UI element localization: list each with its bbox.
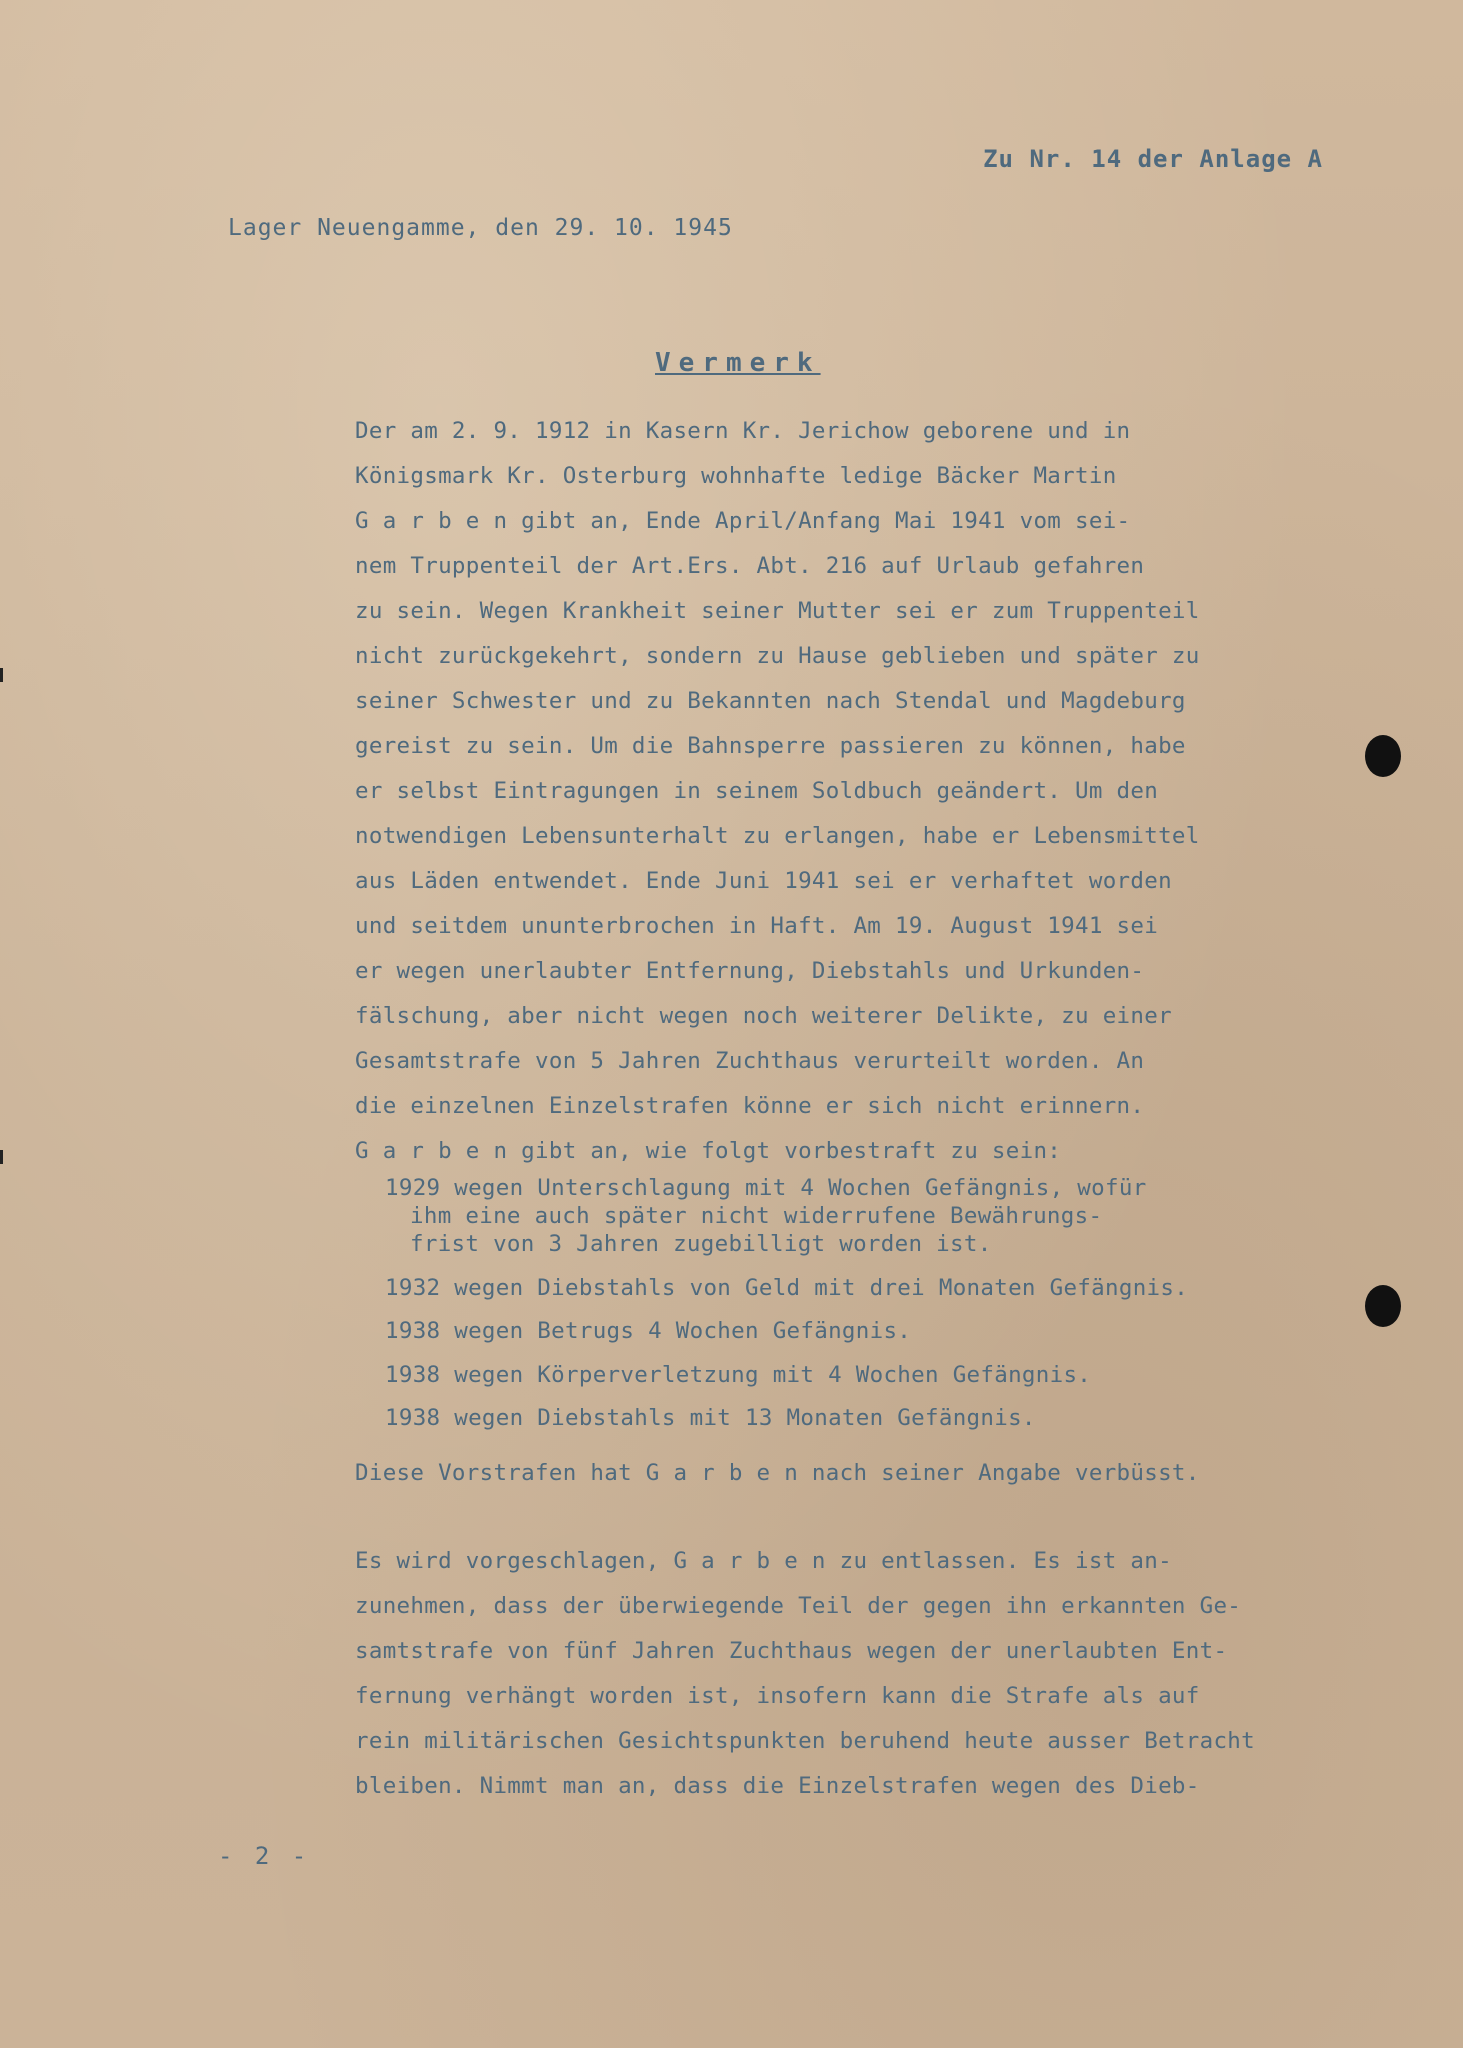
summary-line: Diese Vorstrafen hat G a r b e n nach seiner Angabe verbüsst. [355, 1460, 1200, 1486]
body-line: nem Truppenteil der Art.Ers. Abt. 216 auf Urlaub gefahren [355, 553, 1145, 579]
closing-line: fernung verhängt worden ist, insofern kann die Strafe als auf [355, 1683, 1200, 1709]
closing-line: rein militärischen Gesichtspunkten beruhend heute ausser Betracht [355, 1728, 1255, 1754]
body-line: G a r b e n gibt an, wie folgt vorbestraft zu sein: [355, 1138, 1062, 1164]
punch-hole-bottom [1365, 1285, 1401, 1327]
place-date-line: Lager Neuengamme, den 29. 10. 1945 [228, 215, 733, 241]
body-line: er wegen unerlaubter Entfernung, Diebstahls und Urkunden- [355, 958, 1145, 984]
body-line: nicht zurückgekehrt, sondern zu Hause geblieben und später zu [355, 643, 1200, 669]
body-line: G a r b e n gibt an, Ende April/Anfang Mai 1941 vom sei- [355, 508, 1131, 534]
closing-line: Es wird vorgeschlagen, G a r b e n zu entlassen. Es ist an- [355, 1548, 1172, 1574]
conviction-line: 1938 wegen Betrugs 4 Wochen Gefängnis. [385, 1318, 912, 1344]
closing-line: bleiben. Nimmt man an, dass die Einzelstrafen wegen des Dieb- [355, 1773, 1200, 1799]
body-line: gereist zu sein. Um die Bahnsperre passieren zu können, habe [355, 733, 1186, 759]
conviction-line: 1938 wegen Körperverletzung mit 4 Wochen Gefängnis. [385, 1362, 1092, 1388]
punch-hole-top [1365, 735, 1401, 777]
body-line: fälschung, aber nicht wegen noch weiterer Delikte, zu einer [355, 1003, 1172, 1029]
edge-mark [0, 668, 3, 682]
body-line: zu sein. Wegen Krankheit seiner Mutter sei er zum Truppenteil [355, 598, 1200, 624]
body-line: er selbst Eintragungen in seinem Soldbuch geändert. Um den [355, 778, 1159, 804]
body-line: und seitdem ununterbrochen in Haft. Am 19. August 1941 sei [355, 913, 1159, 939]
document-heading: Vermerk [655, 348, 821, 378]
body-line: Der am 2. 9. 1912 in Kasern Kr. Jerichow geborene und in [355, 418, 1131, 444]
conviction-line: 1938 wegen Diebstahls mit 13 Monaten Gefängnis. [385, 1405, 1036, 1431]
page-number: - 2 - [218, 1842, 311, 1870]
body-line: aus Läden entwendet. Ende Juni 1941 sei er verhaftet worden [355, 868, 1172, 894]
closing-line: samtstrafe von fünf Jahren Zuchthaus wegen der unerlaubten Ent- [355, 1638, 1228, 1664]
body-line: Königsmark Kr. Osterburg wohnhafte ledige Bäcker Martin [355, 463, 1117, 489]
body-line: notwendigen Lebensunterhalt zu erlangen, habe er Lebensmittel [355, 823, 1200, 849]
body-line: die einzelnen Einzelstrafen könne er sich nicht erinnern. [355, 1093, 1145, 1119]
closing-line: zunehmen, dass der überwiegende Teil der gegen ihn erkannten Ge- [355, 1593, 1242, 1619]
conviction-line: 1929 wegen Unterschlagung mit 4 Wochen Gefängnis, wofür [385, 1175, 1147, 1201]
conviction-line: ihm eine auch später nicht widerrufene Bewährungs- [410, 1203, 1103, 1229]
body-line: Gesamtstrafe von 5 Jahren Zuchthaus verurteilt worden. An [355, 1048, 1145, 1074]
conviction-line: frist von 3 Jahren zugebilligt worden ist. [410, 1231, 992, 1257]
body-line: seiner Schwester und zu Bekannten nach Stendal und Magdeburg [355, 688, 1186, 714]
conviction-line: 1932 wegen Diebstahls von Geld mit drei Monaten Gefängnis. [385, 1275, 1189, 1301]
reference-line: Zu Nr. 14 der Anlage A [983, 145, 1323, 173]
edge-mark [0, 1150, 3, 1164]
